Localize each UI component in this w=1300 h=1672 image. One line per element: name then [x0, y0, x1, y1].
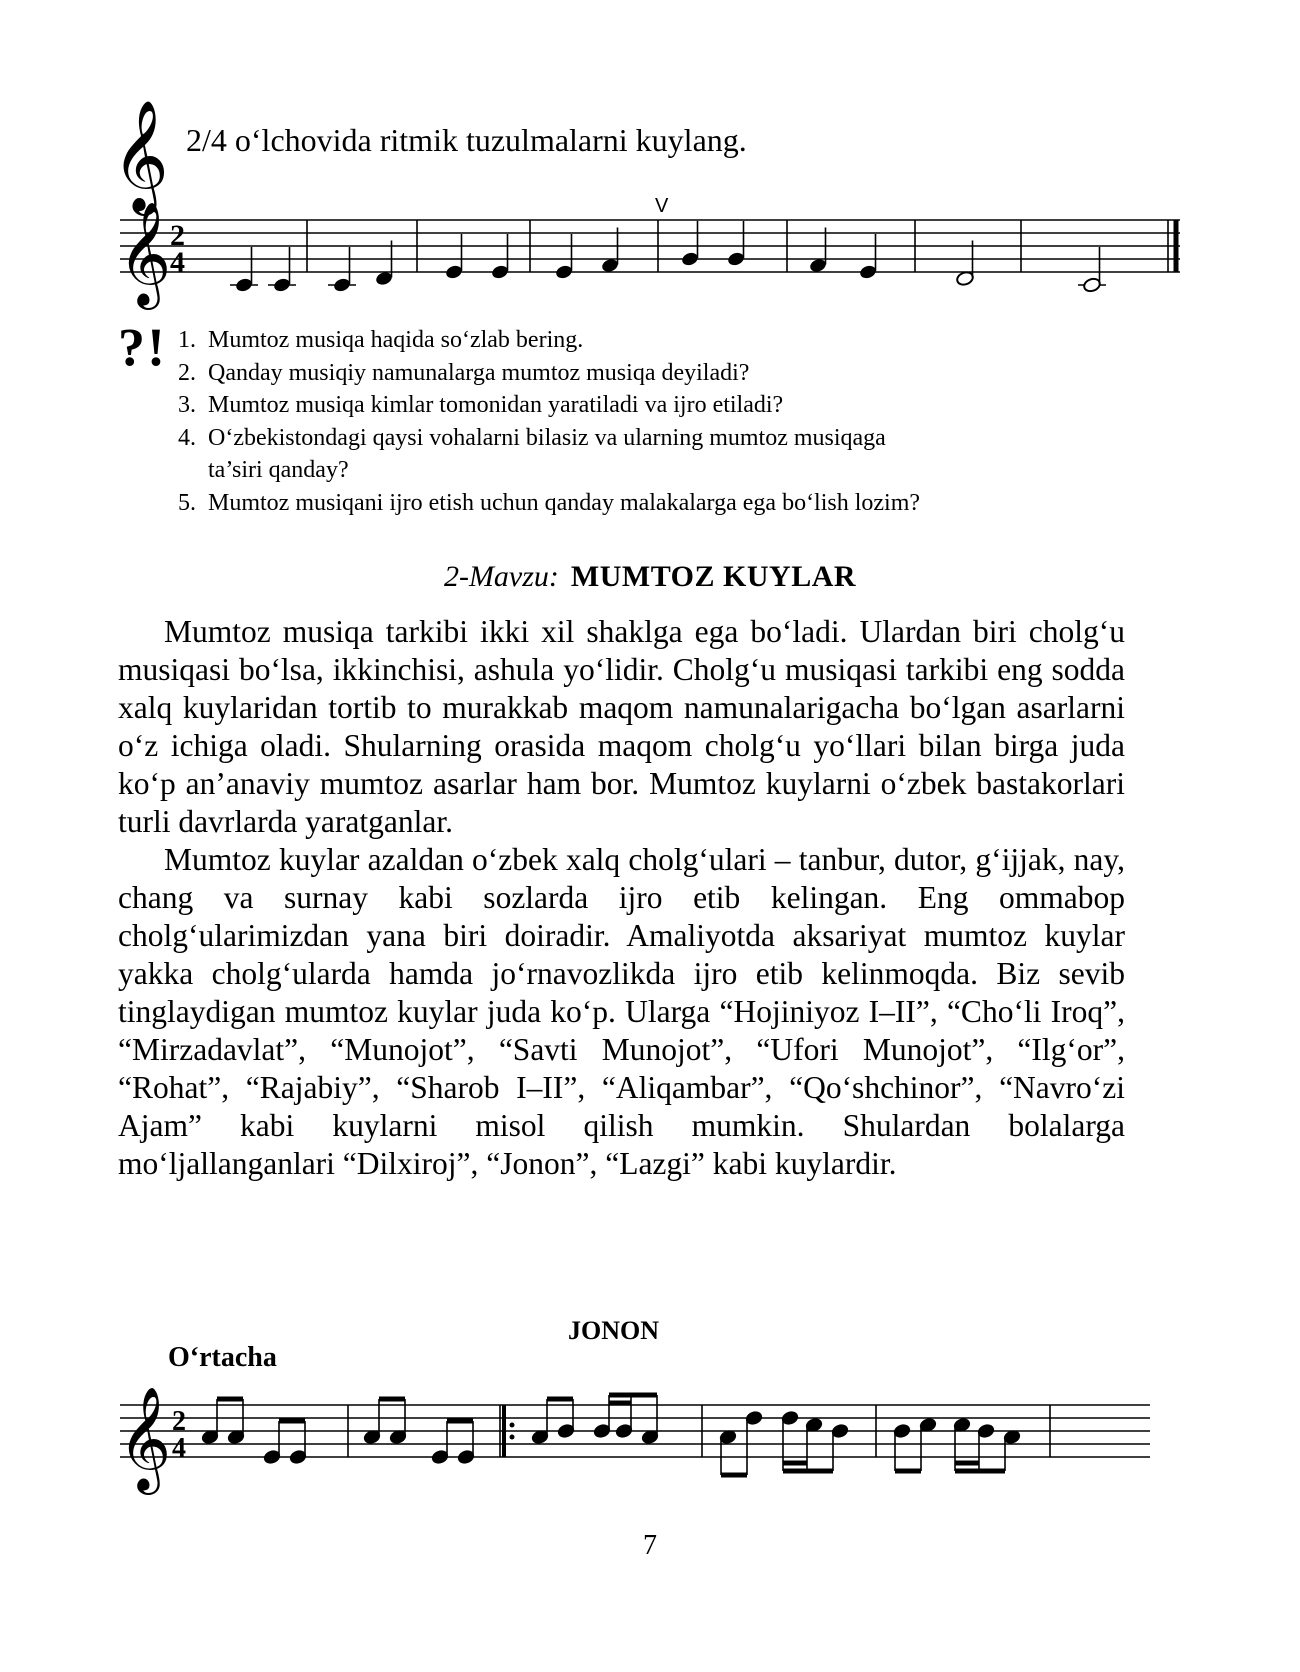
time-signature-bottom: 4 [172, 1433, 186, 1464]
paragraph: Mumtoz musiqa tarkibi ikki xil shaklga ega bo‘ladi. Ulardan biri cholg‘u musiqasi bo‘lsa, ikkinchisi, ashula yo‘lidir. Cholg‘u musiqasi tarkibi eng sodda xalq kuylaridan tortib to murakkab maqom namunalarigacha bo‘lgan asarlarni o‘z ichiga oladi. Shularning orasida maqom cholg‘u yo‘llari bilan birga juda ko‘p an’anaviy mumtoz asarlar ham bor. Mumtoz kuylarni o‘zbek bastakorlari turli davrlarda yaratganlar. [118, 614, 1125, 839]
question-exclamation-icon: ?! [118, 317, 167, 377]
note-head [332, 277, 351, 293]
note-head [1082, 277, 1101, 293]
song-staff [110, 1375, 1270, 1505]
song-title: JONON [568, 1316, 659, 1345]
note-head [272, 277, 291, 293]
staff-clef-icon: 𝄞 [118, 201, 172, 306]
time-signature-bottom: 4 [170, 246, 185, 279]
list-item: 4. O‘zbekistondagi qaysi vohalarni bilasiz va ularning mumtoz musiqaga ta’siri qanday? [178, 424, 886, 483]
list-item: 5. Mumtoz musiqani ijro etish uchun qanday malakalarga ega bo‘lish lozim? [178, 489, 921, 516]
tempo-marking: O‘rtacha [168, 1342, 277, 1373]
topic-title [0, 560, 1300, 594]
svg-text:𝄞: 𝄞 [112, 99, 169, 211]
note-head [444, 264, 463, 280]
note-head [554, 264, 573, 280]
time-signature-top: 2 [172, 1406, 186, 1437]
note-head [726, 251, 745, 267]
list-item: 2. Qanday musiqiy namunalarga mumtoz musiqa deyiladi? [178, 359, 750, 386]
question-list [178, 324, 1178, 519]
list-item: 3. Mumtoz musiqa kimlar tomonidan yaratiladi va ijro etiladi? [178, 392, 784, 418]
topic-label: 2-Mavzu: [443, 560, 559, 593]
list-item: 1. Mumtoz musiqa haqida so‘zlab bering. [178, 327, 584, 353]
note-head [234, 277, 253, 293]
note-head [680, 251, 699, 267]
staff-clef-icon: 𝄞 [118, 1386, 172, 1491]
note-head [490, 264, 509, 280]
exercise-staff [110, 190, 1270, 310]
breath-mark: V [655, 195, 669, 217]
topic-name: MUMTOZ KUYLAR [570, 560, 857, 593]
paragraph: Mumtoz kuylar azaldan o‘zbek xalq cholg‘ulari – tanbur, dutor, g‘ijjak, nay, chang va surnay kabi sozlarda ijro etib kelingan. Eng ommabop cholg‘ularimizdan yana biri doiradir. Amaliyotda aksariyat mumtoz kuylar yakka cholg‘ularda hamda jo‘rnavozlikda ijro etib kelinmoqda. Biz sevib tinglaydigan mumtoz kuylar juda ko‘p. Ularga “Hojiniyoz I–II”, “Cho‘li Iroq”, “Mirzadavlat”, “Munojot”, “Savti Munojot”, “Ufori Munojot”, “Ilg‘or”, “Rohat”, “Rajabiy”, “Sharob I–II”, “Aliqambar”, “Qo‘shchinor”, “Navro‘zi Ajam” kabi kuylarni misol qilish mumkin. Shulardan bolalarga mo‘ljallanganlari “Dilxiroj”, “Jonon”, “Lazgi” kabi kuylardir. [118, 842, 1125, 1181]
exercise-heading: 2/4 o‘lchovida ritmik tuzulmalarni kuylang. [186, 122, 747, 158]
page-number: 7 [643, 1530, 657, 1561]
body-text [118, 613, 1125, 1183]
note-head [858, 264, 877, 280]
time-signature-top: 2 [170, 219, 185, 252]
